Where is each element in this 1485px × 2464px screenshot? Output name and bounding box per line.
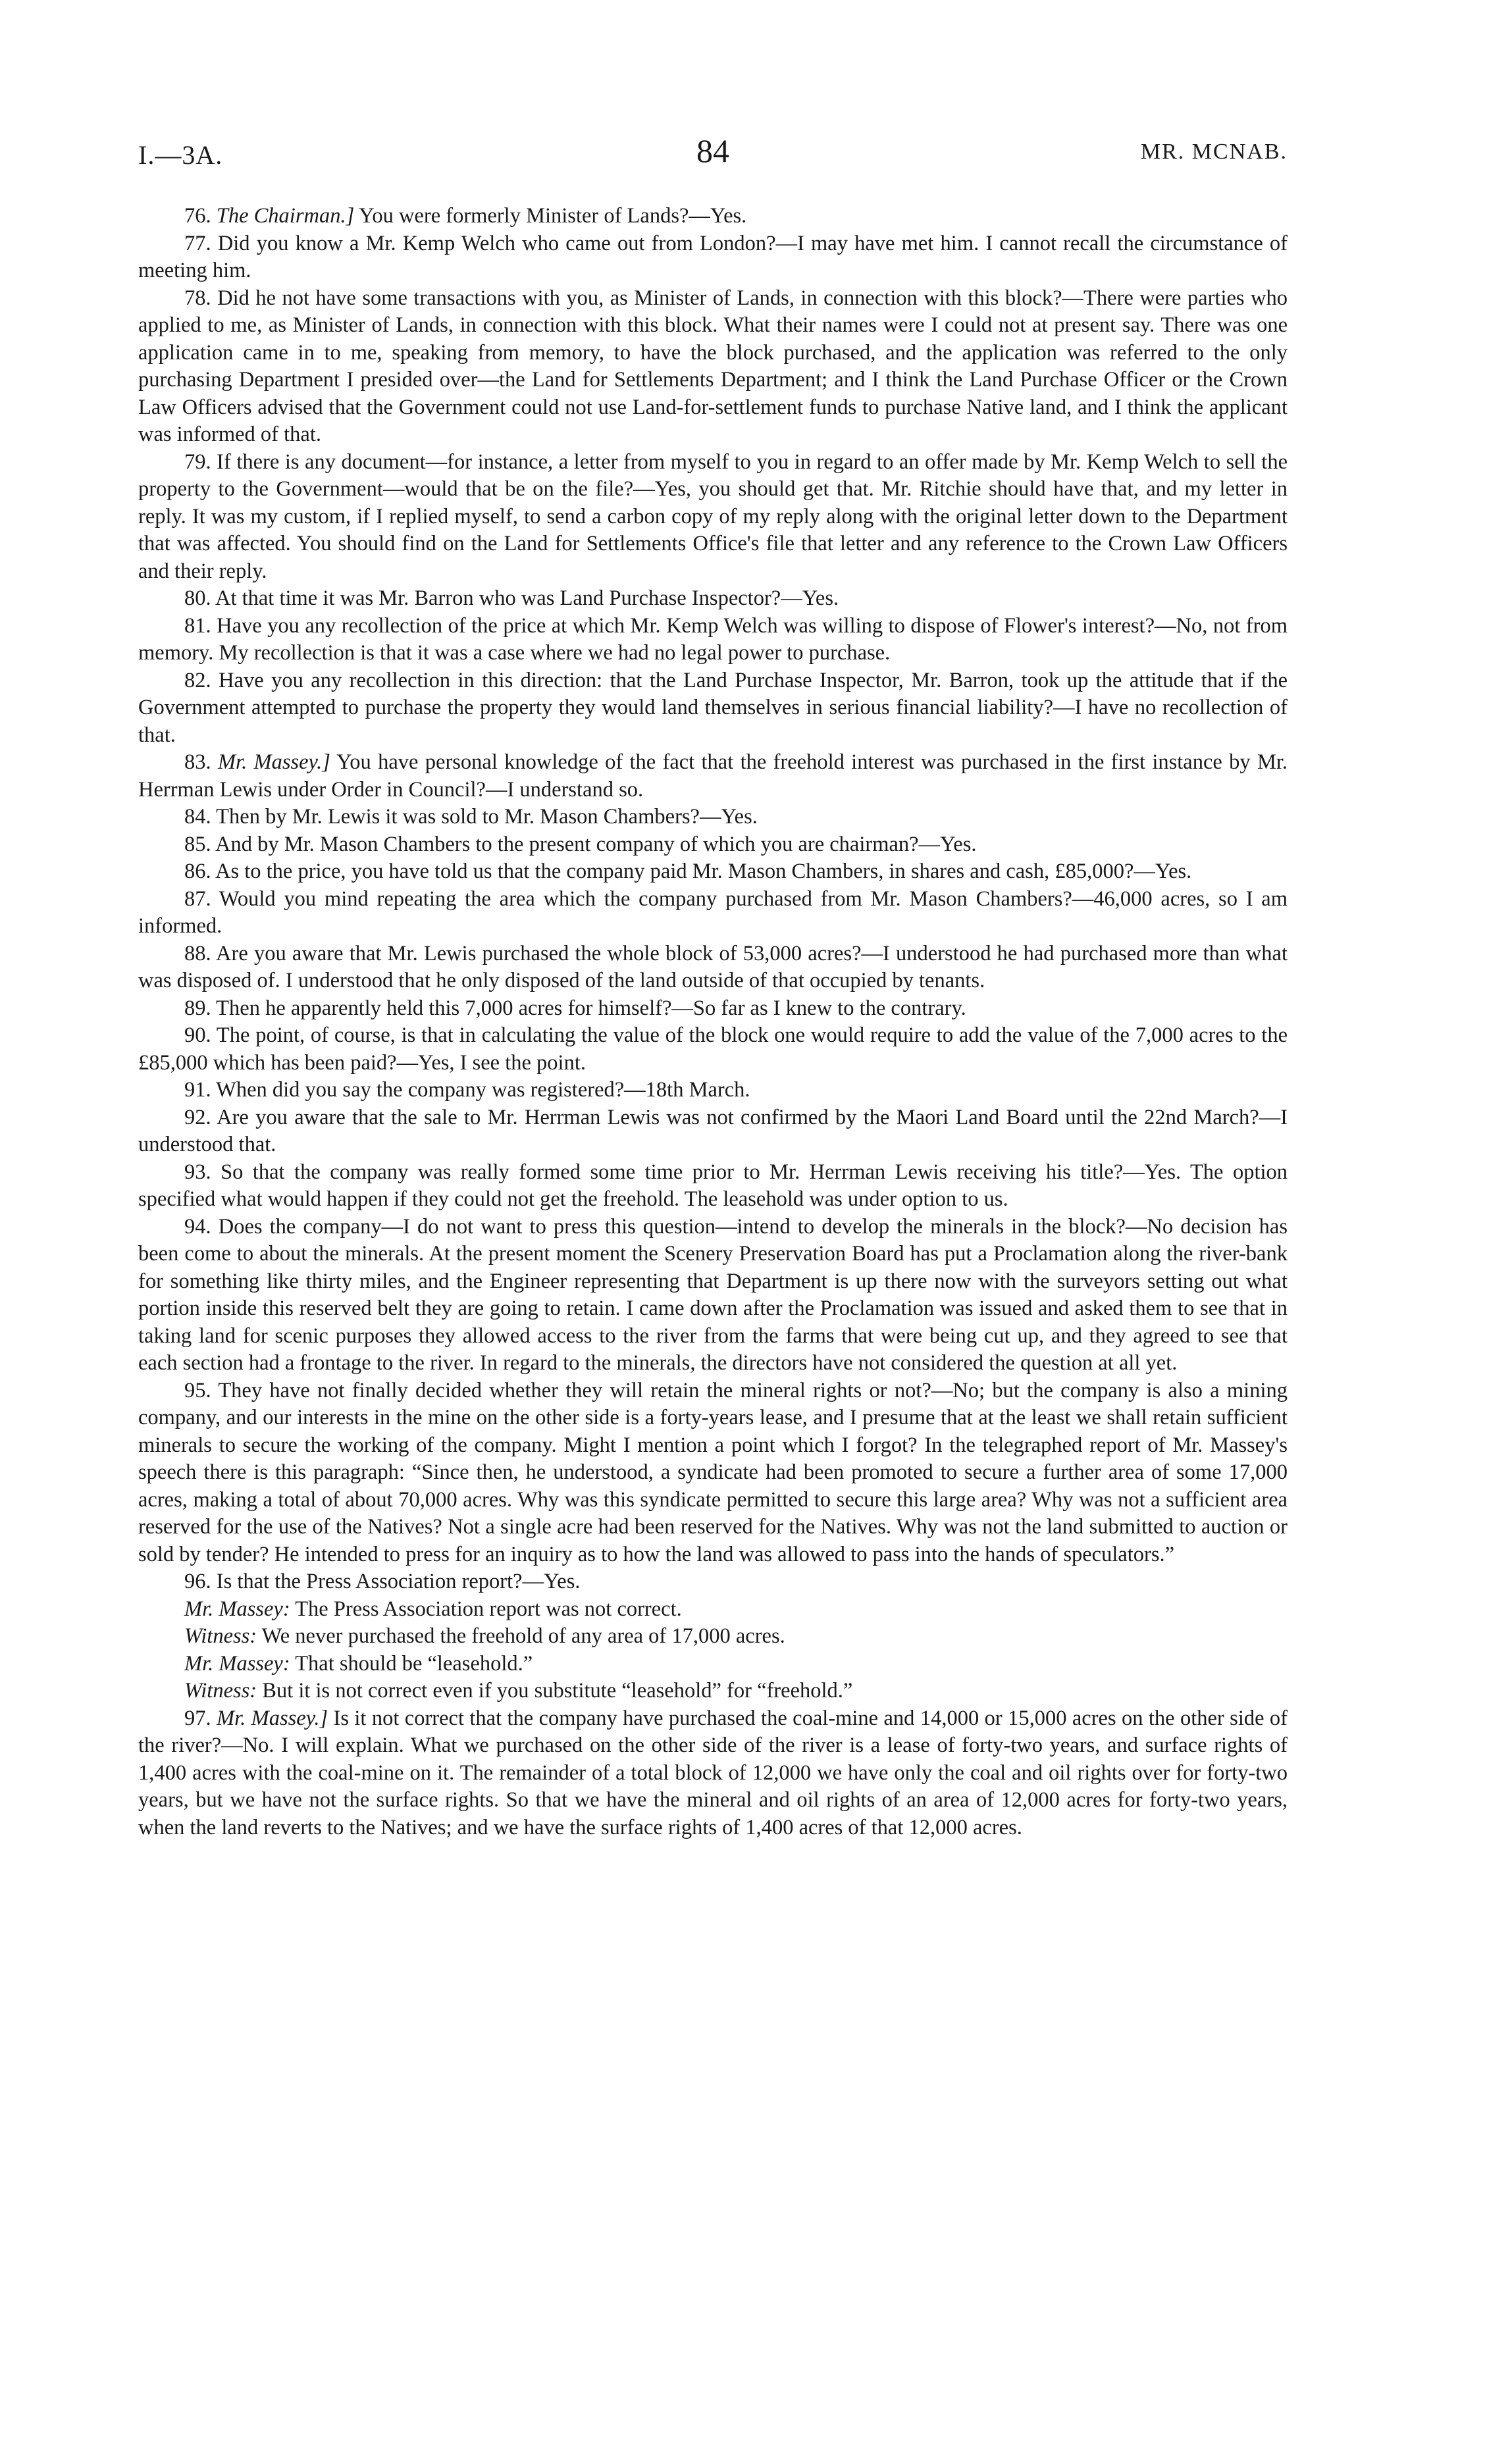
question-paragraph <box>138 449 1288 586</box>
paragraph-text: Are you aware that Mr. Lewis purchased the whole block of 53,000 acres?—I understood he had purchased more than what was disposed of. I understood that he only disposed of the land outside of that occupied by tenants. <box>138 941 1288 992</box>
question-paragraph <box>138 285 1288 449</box>
question-number: 85. <box>184 832 211 856</box>
paragraph-text: Did he not have some transactions with you, as Minister of Lands, in connection with this block?—There were parties who applied to me, as Minister of Lands, in connection with this block. What their names were I could not at present say. There was one application came in to me, speaking from memory, to have the block purchased, and the application was referred to the only purchasing Department I presided over—the Land for Settlements Department; and I think the Land Purchase Officer or the Crown Law Officers advised that the Government could not use Land-for-settlement funds to purchase Native land, and I think the applicant was informed of that. <box>138 286 1288 446</box>
question-paragraph <box>138 1377 1288 1569</box>
question-paragraph <box>138 613 1288 667</box>
question-paragraph <box>138 203 1288 230</box>
paragraph-text: Are you aware that the sale to Mr. Herrman Lewis was not confirmed by the Maori Land Board until the 22nd March?—I understood that. <box>138 1105 1288 1156</box>
paragraph-text: As to the price, you have told us that the company paid Mr. Mason Chambers, in shares and cash, £85,000?—Yes. <box>215 860 1192 883</box>
speaker-label: Mr. Massey.] <box>217 750 330 774</box>
question-paragraph <box>138 940 1288 995</box>
question-paragraph <box>138 667 1288 750</box>
paragraph-text: Did you know a Mr. Kemp Welch who came out from London?—I may have met him. I cannot recall the circumstance of meeting him. <box>138 231 1288 282</box>
question-paragraph <box>138 1104 1288 1159</box>
paragraph-text: Have you any recollection in this direction: that the Land Purchase Inspector, Mr. Barron, took up the attitude that if the Government attempted to purchase the property they would land themselves in serious financial liability?—I have no recollection of that. <box>138 668 1288 747</box>
paragraph-text: Then he apparently held this 7,000 acres for himself?—So far as I knew to the contrary. <box>216 996 966 1020</box>
question-paragraph <box>138 749 1288 804</box>
question-paragraph <box>138 1678 1288 1705</box>
question-number: 76. <box>184 204 211 228</box>
question-number: 91. <box>184 1078 211 1102</box>
paragraph-text: That should be “leasehold.” <box>290 1651 533 1676</box>
witness-name: MR. MCNAB. <box>1140 140 1288 164</box>
paragraph-text: When did you say the company was registered?—18th March. <box>216 1078 750 1102</box>
question-paragraph <box>138 230 1288 285</box>
speaker-label: The Chairman.] <box>216 204 355 228</box>
page-header <box>138 132 1288 191</box>
question-paragraph <box>138 1568 1288 1596</box>
paragraph-text: Would you mind repeating the area which the company purchased from Mr. Mason Chambers?—46,000 acres, so I am informed. <box>138 886 1288 938</box>
paragraph-text: Is that the Press Association report?—Yes. <box>216 1570 581 1593</box>
question-paragraph <box>138 831 1288 859</box>
paragraph-text: Have you any recollection of the price at which Mr. Kemp Welch was willing to dispose of Flower's interest?—No, not from memory. My recollection is that it was a case where we had no legal power to purchase. <box>138 613 1288 665</box>
question-paragraph <box>138 585 1288 613</box>
paragraph-text: If there is any document—for instance, a letter from myself to you in regard to an offer made by Mr. Kemp Welch to sell the property to the Government—would that be on the file?—Yes, you should get that. Mr. Ritchie should have that, and my letter in reply. It was my custom, if I replied myself, to send a carbon copy of my reply along with the original letter down to the Department that was affected. You should find on the Land for Settlements Office's file that letter and any reference to the Crown Law Officers and their reply. <box>138 449 1288 583</box>
question-number: 88. <box>184 941 211 965</box>
question-number: 94. <box>184 1214 211 1239</box>
question-paragraph <box>138 1623 1288 1651</box>
speaker-label: Witness: <box>184 1679 257 1703</box>
paragraph-text: They have not finally decided whether they will retain the mineral rights or not?—No; but the company is also a mining company, and our interests in the mine on the other side is a forty-years lease, and I presume that at the least we shall retain sufficient minerals to secure the working of the company. Might I mention a point which I forgot? In the telegraphed report of Mr. Massey's speech there is this paragraph: “Since then, he understood, a syndicate had been promoted to secure a further area of some 17,000 acres, making a total of about 70,000 acres. Why was this syndicate permitted to secure this large area? Why was not a sufficient area reserved for the use of the Natives? Not a single acre had been reserved for the Natives. Why was not the land submitted to auction or sold by tender? He intended to press for an inquiry as to how the land was allowed to pass into the hands of speculators.” <box>138 1378 1288 1566</box>
question-paragraph <box>138 1159 1288 1214</box>
question-paragraph <box>138 858 1288 886</box>
question-number: 77. <box>184 231 211 255</box>
question-paragraph <box>138 995 1288 1023</box>
page-number: 84 <box>696 132 729 169</box>
paragraph-text: Does the company—I do not want to press this question—intend to develop the minerals in the block?—No decision has been come to about the minerals. At the present moment the Scenery Preservation Board has put a Proclamation along the river-bank for something like thirty miles, and the Engineer representing that Department is up there now with the surveyors setting out what portion inside this reserved belt they are going to retain. I came down after the Proclamation was issued and asked them to see that in taking land for scenic purposes they allowed access to the river from the farms that were being cut up, and they agreed to see that each section had a frontage to the river. In regard to the minerals, the directors have not considered the question at all yet. <box>138 1214 1288 1375</box>
question-number: 80. <box>184 586 211 610</box>
speaker-label: Witness: <box>184 1624 257 1648</box>
paragraph-text: And by Mr. Mason Chambers to the present company of which you are chairman?—Yes. <box>215 832 977 856</box>
question-number: 81. <box>184 613 211 638</box>
question-number: 95. <box>184 1378 211 1402</box>
question-paragraph <box>138 1214 1288 1377</box>
question-number: 90. <box>184 1023 211 1047</box>
question-paragraph <box>138 886 1288 940</box>
question-number: 93. <box>184 1160 211 1184</box>
question-paragraph <box>138 1705 1288 1842</box>
question-number: 84. <box>184 805 211 829</box>
speaker-label: Mr. Massey.] <box>217 1706 328 1730</box>
question-number: 96. <box>184 1570 211 1593</box>
question-number: 78. <box>184 286 211 310</box>
paragraph-text: You were formerly Minister of Lands?—Yes. <box>354 204 747 228</box>
paragraph-text: So that the company was really formed some time prior to Mr. Herrman Lewis receiving his title?—Yes. The option specified what would happen if they could not get the freehold. The leasehold was under option to us. <box>138 1160 1288 1211</box>
paragraph-text: You have personal knowledge of the fact that the freehold interest was purchased in the first instance by Mr. Herrman Lewis under Order in Council?—I understand so. <box>138 750 1288 802</box>
document-body <box>138 203 1288 1841</box>
question-number: 82. <box>184 668 211 692</box>
question-number: 97. <box>184 1706 211 1730</box>
question-paragraph <box>138 1651 1288 1678</box>
paragraph-text: Is it not correct that the company have purchased the coal-mine and 14,000 or 15,000 acres on the other side of the river?—No. I will explain. What we purchased on the other side of the river is a lease of forty-two years, and surface rights of 1,400 acres with the coal-mine on it. The remainder of a total block of 12,000 we have only the coal and oil rights over for forty-two years, but we have not the surface rights. So that we have the mineral and oil rights of an area of 12,000 acres for forty-two years, when the land reverts to the Natives; and we have the surface rights of 1,400 acres of that 12,000 acres. <box>138 1706 1288 1839</box>
question-number: 83. <box>184 750 211 774</box>
parliamentary-paper-ref: I.—3A. <box>138 140 223 170</box>
paragraph-text: But it is not correct even if you substitute “leasehold” for “freehold.” <box>257 1679 853 1703</box>
paragraph-text: The Press Association report was not correct. <box>290 1597 682 1621</box>
speaker-label: Mr. Massey: <box>184 1597 290 1621</box>
question-number: 79. <box>184 449 211 474</box>
speaker-label: Mr. Massey: <box>184 1651 290 1676</box>
question-paragraph <box>138 1022 1288 1077</box>
question-number: 86. <box>184 860 211 883</box>
question-number: 89. <box>184 996 211 1020</box>
question-number: 87. <box>184 886 211 911</box>
question-paragraph <box>138 1596 1288 1624</box>
question-number: 92. <box>184 1105 211 1129</box>
paragraph-text: Then by Mr. Lewis it was sold to Mr. Mason Chambers?—Yes. <box>216 805 758 829</box>
paragraph-text: The point, of course, is that in calculating the value of the block one would require to add the value of the 7,000 acres to the £85,000 which has been paid?—Yes, I see the point. <box>138 1023 1288 1075</box>
question-paragraph <box>138 1077 1288 1104</box>
paragraph-text: At that time it was Mr. Barron who was Land Purchase Inspector?—Yes. <box>215 586 839 610</box>
question-paragraph <box>138 804 1288 831</box>
paragraph-text: We never purchased the freehold of any area of 17,000 acres. <box>257 1624 785 1648</box>
